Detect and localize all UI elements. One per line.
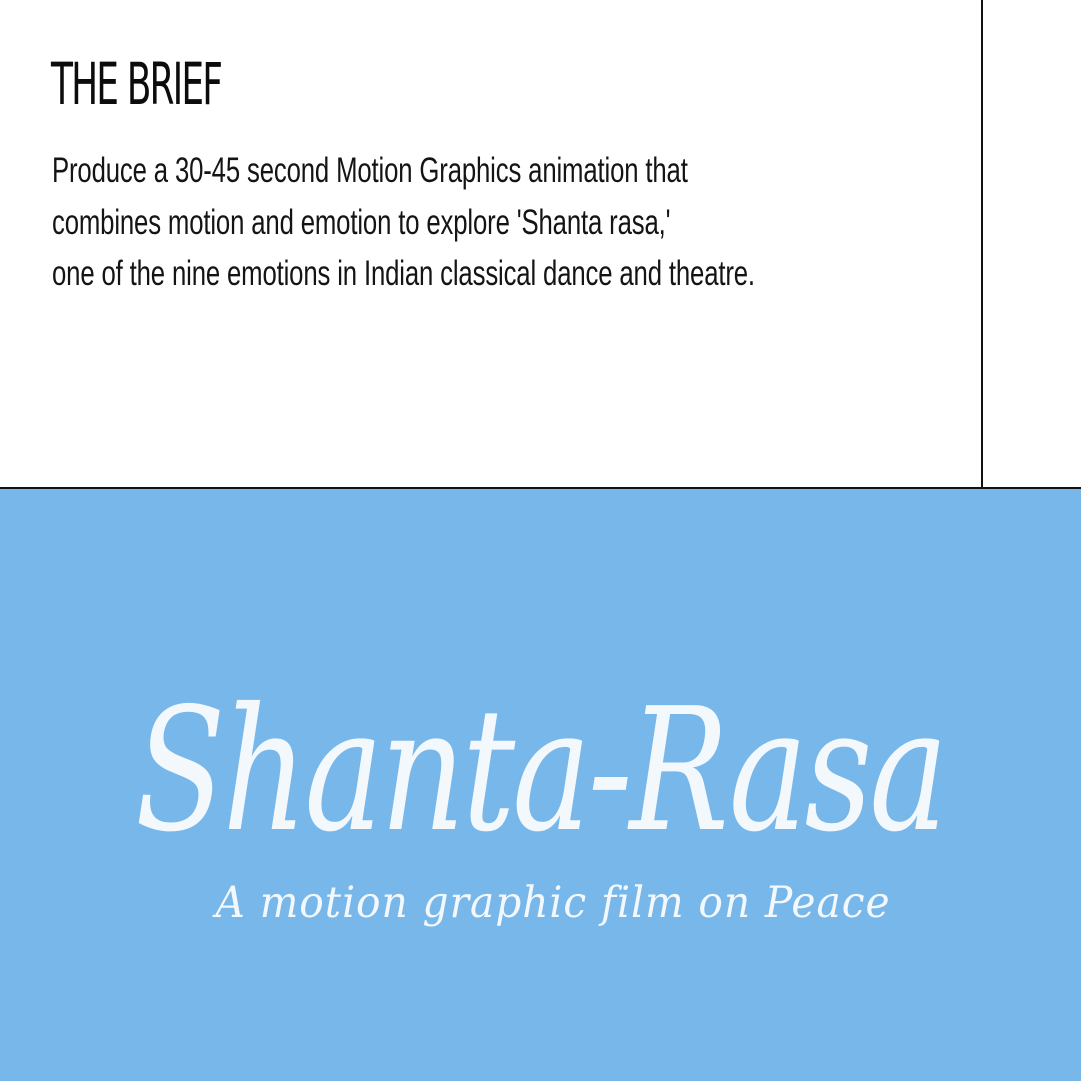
brief-line-3: one of the nine emotions in Indian classical dance and theatre. xyxy=(52,254,755,293)
poster-subtitle: A motion graphic film on Peace xyxy=(211,878,891,928)
brief-line-2: combines motion and emotion to explore 'Shanta rasa,' xyxy=(52,202,671,242)
vertical-divider xyxy=(981,0,983,488)
brief-panel xyxy=(0,0,1081,487)
brief-line-1: Produce a 30-45 second Motion Graphics animation that xyxy=(52,151,688,190)
poster-title: Shanta-Rasa xyxy=(135,672,945,870)
poster-panel xyxy=(0,489,1081,1081)
brief-heading: THE BRIEF xyxy=(51,50,222,118)
poster-art xyxy=(0,489,1081,1081)
brief-description xyxy=(52,145,949,300)
